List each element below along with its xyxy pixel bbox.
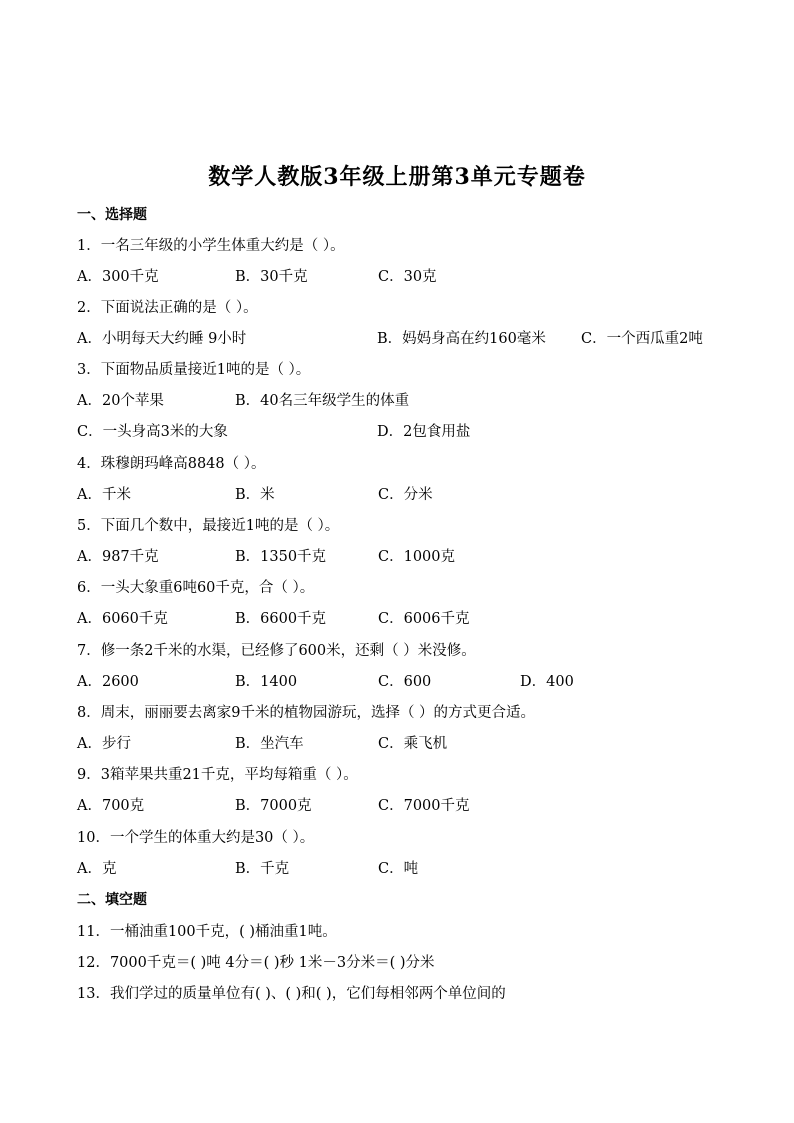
option-a: A．987千克	[77, 549, 159, 565]
options-row	[77, 670, 737, 690]
option-b: B．7000克	[235, 798, 312, 814]
option-c: C．乘飞机	[378, 736, 448, 752]
option-a: A．300千克	[77, 269, 159, 285]
option-b: B．米	[235, 487, 275, 503]
section-heading-choice: 一、选择题	[77, 207, 147, 223]
option-a: A．700克	[77, 798, 145, 814]
section-heading-fill: 二、填空题	[77, 892, 147, 908]
option-c: C．分米	[378, 487, 433, 503]
option-c: C．吨	[378, 861, 419, 877]
question-6: 6．一头大象重6吨60千克，合（ ）。	[77, 580, 315, 596]
option-a: A．20个苹果	[77, 393, 164, 409]
question-11: 11．一桶油重100千克，( )桶油重1吨。	[77, 924, 337, 940]
options-row	[77, 483, 737, 503]
page-title: 数学人教版3年级上册第3单元专题卷	[208, 164, 586, 190]
options-row	[77, 389, 737, 409]
options-row	[77, 857, 737, 877]
options-row	[77, 545, 737, 565]
option-c: C．30克	[378, 269, 437, 285]
option-a: A．2600	[77, 674, 139, 690]
question-7: 7．修一条2千米的水渠，已经修了600米，还剩（ ）米没修。	[77, 643, 476, 659]
question-9: 9．3箱苹果共重21千克，平均每箱重（ ）。	[77, 767, 358, 783]
options-row	[77, 732, 737, 752]
options-row	[77, 607, 737, 627]
option-b: B．坐汽车	[235, 736, 304, 752]
option-a: A．克	[77, 861, 117, 877]
option-b: B．40名三年级学生的体重	[235, 393, 410, 409]
option-b: B．千克	[235, 861, 290, 877]
options-row	[77, 265, 737, 285]
option-a: A．小明每天大约睡 9小时	[77, 331, 247, 347]
option-a: A．步行	[77, 736, 131, 752]
option-c: C．6006千克	[378, 611, 470, 627]
question-4: 4．珠穆朗玛峰高8848（ ）。	[77, 456, 266, 472]
option-a: A．6060千克	[77, 611, 168, 627]
option-a: A．千米	[77, 487, 131, 503]
question-1: 1．一名三年级的小学生体重大约是（ ）。	[77, 238, 345, 254]
question-5: 5．下面几个数中，最接近1吨的是（ ）。	[77, 518, 340, 534]
option-d: D．2包食用盐	[377, 424, 471, 440]
question-8: 8．周末，丽丽要去离家9千米的植物园游玩，选择（ ）的方式更合适。	[77, 705, 536, 721]
question-10: 10．一个学生的体重大约是30（ ）。	[77, 830, 315, 846]
option-d: D．400	[520, 674, 574, 690]
option-b: B．妈妈身高在约160毫米	[377, 331, 546, 347]
question-13: 13．我们学过的质量单位有( )、( )和( )，它们每相邻两个单位间的	[77, 986, 506, 1002]
option-c: C．一个西瓜重2吨	[581, 331, 703, 347]
options-row	[77, 327, 737, 347]
question-2: 2．下面说法正确的是（ ）。	[77, 300, 258, 316]
option-c: C．一头身高3米的大象	[77, 424, 228, 440]
question-12: 12．7000千克＝( )吨 4分＝( )秒 1米－3分米＝( )分米	[77, 955, 435, 971]
option-c: C．600	[378, 674, 432, 690]
option-c: C．1000克	[378, 549, 455, 565]
option-b: B．6600千克	[235, 611, 327, 627]
question-3: 3．下面物品质量接近1吨的是（ ）。	[77, 362, 311, 378]
option-c: C．7000千克	[378, 798, 470, 814]
option-b: B．1350千克	[235, 549, 327, 565]
options-row	[77, 420, 737, 440]
option-b: B．1400	[235, 674, 298, 690]
option-b: B．30千克	[235, 269, 308, 285]
options-row	[77, 794, 737, 814]
